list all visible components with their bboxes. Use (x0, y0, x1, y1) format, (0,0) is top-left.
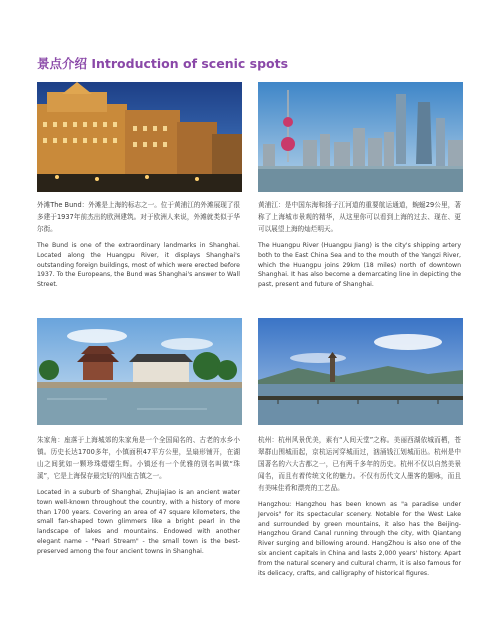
bund-text (37, 199, 240, 290)
hangzhou-west-lake-photo (258, 318, 463, 425)
huangpu-text-zh: 黄浦江：是中国东海和扬子江河道的重要航运通道，蜿蜒29公里，著称了上海城市景观的精华，从这里你可以看到上海的过去、现在、更可以展望上海的灿烂明天。 (258, 201, 461, 233)
zhujiajiao-town-photo (37, 318, 242, 425)
bund-text-zh: 外滩The Bund：外滩是上海的标志之一。位于黄浦江的外滩展现了很多建于1937年前杰出的欧洲建筑。对于欧洲人来说，外滩就类似于华尔街。 (37, 201, 240, 233)
zhujiajiao-text-zh: 朱家角：座落于上海城郊的朱家角是一个全国闻名的、古老的水乡小镇。历史长达1700多年，小镇面积47平方公里，呈扇形铺开，在湖山之间犹如一颗珍珠熠熠生辉。小镇还有一个优雅的别名叫做“珠溪”，它是上海保存最完好的四座古镇之一。 (37, 436, 240, 480)
hangzhou-text (258, 434, 461, 578)
bund-text-en: The Bund is one of the extraordinary landmarks in Shanghai. Located along the Huangpu River, it displays Shanghai's outstanding foreign buildings, most of which were erected before 1937. To the Europeans, the Bund was Shanghai's answer to Wall Street. (37, 242, 240, 289)
zhujiajiao-text-en: Located in a suburb of Shanghai, Zhujiajiao is an ancient water town well-known throughout the country, with a history of more than 1700 years. Covering an area of 47 square kilometers, the small fan-shaped town glimmers like a bright pearl in the landscape of lakes and mountains. Endowed with another elegant name - "Pearl Stream" - the small town is the best-preserved among the four ancient towns in Shanghai. (37, 489, 240, 555)
hangzhou-text-en: Hangzhou: Hangzhou has been known as "a paradise under Jervois" for its spectacular scenery. Notable for the West Lake and surrounded by green mountains, it also has the Beijing-Hangzhou Grand Canal running through the city, with Qiantang River surging and billowing around. HangZhou is also one of the six ancient capitals in China and lasts 2,000 years' history. Apart from the natural scenery and cultural charm, it is also famous for its delicacy, crafts, and calligraphy of historical figures. (258, 501, 461, 577)
page-title: 景点介绍 Introduction of scenic spots (37, 56, 289, 71)
huangpu-skyline-photo (258, 82, 463, 192)
hangzhou-text-zh: 杭州：杭州风景优美，素有“人间天堂”之称。美丽西湖依城而栖，苍翠群山围城而起，京杭运河穿城而过，汹涌钱江划城而出。杭州是中国著名的六大古都之一，已有两千多年的历史。杭州不仅以自然美景闻名，而且有着传统文化的魅力。不仅有历代文人墨客的题咏，而且有美味佳肴和漂亮的工艺品。 (258, 436, 461, 492)
huangpu-text (258, 199, 461, 290)
huangpu-text-en: The Huangpu River (Huangpu Jiang) is the city's shipping artery both to the East China Sea and to the mouth of the Yangzi River, which the Huangpu joins 29km (18 miles) north of downtown Shanghai. It has also become a demarcating line in depicting the past, present and future of Shanghai. (258, 242, 461, 289)
bund-night-photo (37, 82, 242, 192)
zhujiajiao-text (37, 434, 240, 557)
